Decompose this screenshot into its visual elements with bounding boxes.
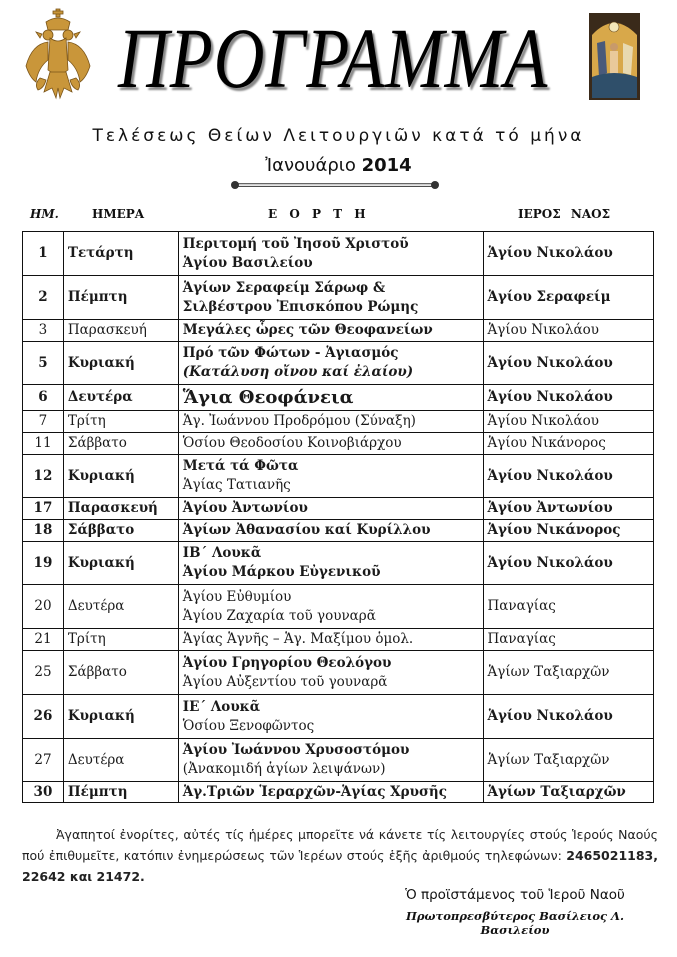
footer-text: Ἀγαπητοί ἐνορίτες, αὐτές τίς ἡμέρες μπορεῖτε νά κάνετε τίς λειτουργίες στούς Ἱερούς Ναούς πού ἐπιθυμεῖτε, κατόπιν ἐνημερώσεως τῶν Ἱερέων στούς ἑξῆς ἀριθμούς τηλεφώνων: (22, 827, 658, 863)
ornamental-divider (230, 180, 440, 190)
table-row (23, 498, 654, 520)
church: Ἁγίων Ταξιαρχῶν (483, 782, 653, 803)
church: Ἁγίου Νικολάου (483, 455, 653, 498)
weekday: Δευτέρα (63, 585, 178, 629)
day-number: 3 (23, 320, 64, 342)
church: Ἁγίου Νικάνορος (483, 433, 653, 455)
church: Ἁγίου Νικολάου (483, 232, 653, 276)
theophany-icon (589, 13, 640, 100)
feast (178, 455, 483, 498)
day-number: 1 (23, 232, 64, 276)
footer-paragraph (22, 824, 658, 887)
church: Ἁγίου Νικολάου (483, 542, 653, 585)
month-year: 2014 (361, 155, 412, 176)
table-row (23, 342, 654, 385)
table-row (23, 542, 654, 585)
feast (178, 542, 483, 585)
church: Ἁγίου Ἀντωνίου (483, 498, 653, 520)
weekday: Σάββατο (63, 433, 178, 455)
feast-line: Ἁγίου Ζαχαρία τοῦ γουναρᾶ (182, 607, 376, 624)
feast: Μεγάλες ὧρες τῶν Θεοφανείων (178, 320, 483, 342)
feast (178, 739, 483, 782)
church: Ἁγίου Νικολάου (483, 695, 653, 739)
feast-line: (Ἀνακομιδή ἁγίων λειψάνων) (182, 761, 386, 777)
feast (178, 585, 483, 629)
church: Ἁγίου Νικολάου (483, 385, 653, 411)
table-row (23, 629, 654, 651)
day-number: 17 (23, 498, 64, 520)
day-number: 5 (23, 342, 64, 385)
feast-line: Πρό τῶν Φώτων - Ἁγιασμός (182, 345, 399, 361)
phone-numbers: 2465021183, 22642 και 21472. (22, 848, 658, 884)
church: Ἁγίων Ταξιαρχῶν (483, 651, 653, 695)
feast-line: Ἁγίου Ἰωάννου Χρυσοστόμου (182, 742, 410, 758)
day-number: 12 (23, 455, 64, 498)
feast: Ἅγια Θεοφάνεια (178, 385, 483, 411)
feast (178, 342, 483, 385)
weekday: Κυριακή (63, 542, 178, 585)
day-number: 7 (23, 411, 64, 433)
feast-line: Ἁγίων Σεραφείμ Σάρωφ & (182, 279, 386, 296)
table-row (23, 385, 654, 411)
table-row (23, 320, 654, 342)
table-row (23, 455, 654, 498)
feast: Ἁγίας Ἁγνῆς – Ἁγ. Μαξίμου ὁμολ. (178, 629, 483, 651)
signature-title: Ὁ προϊστάμενος τοῦ Ἱεροῦ Ναοῦ (405, 887, 625, 903)
weekday: Σάββατο (63, 520, 178, 542)
day-number: 30 (23, 782, 64, 803)
feast-line: ΙΒ΄ Λουκᾶ (182, 545, 262, 561)
subtitle: Τελέσεως Θείων Λειτουργιῶν κατά τό μήνα (92, 126, 585, 146)
weekday: Πέμπτη (63, 276, 178, 320)
feast-line: Περιτομή τοῦ Ἰησοῦ Χριστοῦ (182, 235, 409, 252)
church: Ἁγίου Νικολάου (483, 320, 653, 342)
weekday: Πέμπτη (63, 782, 178, 803)
month-name: Ἰανουάριο (265, 155, 356, 176)
feast: Ὁσίου Θεοδοσίου Κοινοβιάρχου (178, 433, 483, 455)
table-row (23, 739, 654, 782)
church: Ἁγίου Σεραφείμ (483, 276, 653, 320)
feast-line: ΙΕ΄ Λουκᾶ (182, 698, 261, 715)
feast-line: Ὁσίου Ξενοφῶντος (182, 717, 315, 734)
month-heading (0, 155, 677, 176)
weekday: Τρίτη (63, 411, 178, 433)
weekday: Δευτέρα (63, 385, 178, 411)
feast (178, 695, 483, 739)
feast-line: Ἁγίου Αὐξεντίου τοῦ γουναρᾶ (182, 673, 388, 690)
feast (178, 232, 483, 276)
feast: Ἁγίων Ἀθανασίου καί Κυρίλλου (178, 520, 483, 542)
day-number: 11 (23, 433, 64, 455)
feast-line: (Κατάλυση οἴνου καί ἐλαίου) (182, 364, 414, 380)
column-header-num: ΗΜ. (30, 207, 59, 221)
church: Παναγίας (483, 585, 653, 629)
day-number: 20 (23, 585, 64, 629)
page-title: ΠΡΟΓΡΑΜΜΑ (118, 10, 549, 106)
table-row (23, 695, 654, 739)
feast (178, 651, 483, 695)
weekday: Τετάρτη (63, 232, 178, 276)
day-number: 26 (23, 695, 64, 739)
table-row (23, 651, 654, 695)
table-row (23, 782, 654, 803)
column-header-church: ΙΕΡΟΣ ΝΑΟΣ (518, 207, 611, 221)
feast: Ἁγίου Ἀντωνίου (178, 498, 483, 520)
weekday: Κυριακή (63, 342, 178, 385)
weekday: Παρασκευή (63, 320, 178, 342)
table-row (23, 433, 654, 455)
table-row (23, 411, 654, 433)
day-number: 18 (23, 520, 64, 542)
table-row (23, 585, 654, 629)
feast-line: Ἁγίου Εὐθυμίου (182, 588, 292, 605)
feast: Ἁγ. Ἰωάννου Προδρόμου (Σύναξη) (178, 411, 483, 433)
day-number: 2 (23, 276, 64, 320)
feast-line: Ἁγίου Μάρκου Εὐγενικοῦ (182, 564, 381, 580)
table-row (23, 520, 654, 542)
column-header-feast: Ε Ο Ρ Τ Η (268, 207, 370, 221)
column-header-day: ΗΜΕΡΑ (92, 207, 145, 221)
day-number: 19 (23, 542, 64, 585)
weekday: Παρασκευή (63, 498, 178, 520)
weekday: Τρίτη (63, 629, 178, 651)
church: Ἁγίων Ταξιαρχῶν (483, 739, 653, 782)
table-row (23, 232, 654, 276)
feast-line: Σιλβέστρου Ἐπισκόπου Ρώμης (182, 298, 419, 315)
day-number: 25 (23, 651, 64, 695)
weekday: Δευτέρα (63, 739, 178, 782)
signature-name: Πρωτοπρεσβύτερος Βασίλειος Λ. Βασιλείου (406, 909, 624, 937)
weekday: Κυριακή (63, 695, 178, 739)
feast: Ἁγ.Τριῶν Ἱεραρχῶν-Ἁγίας Χρυσῆς (178, 782, 483, 803)
weekday: Σάββατο (63, 651, 178, 695)
weekday: Κυριακή (63, 455, 178, 498)
church: Ἁγίου Νικολάου (483, 342, 653, 385)
day-number: 6 (23, 385, 64, 411)
feast-line: Μετά τά Φῶτα (182, 458, 299, 474)
church: Ἁγίου Νικολάου (483, 411, 653, 433)
schedule-table (22, 231, 654, 803)
day-number: 21 (23, 629, 64, 651)
feast (178, 276, 483, 320)
table-row (23, 276, 654, 320)
feast-line: Ἁγίας Τατιανῆς (182, 477, 291, 493)
church: Παναγίας (483, 629, 653, 651)
day-number: 27 (23, 739, 64, 782)
feast-line: Ἁγίου Γρηγορίου Θεολόγου (182, 654, 392, 671)
feast-line: Ἁγίου Βασιλείου (182, 254, 313, 271)
church: Ἁγίου Νικάνορος (483, 520, 653, 542)
double-headed-eagle-icon (22, 8, 94, 103)
